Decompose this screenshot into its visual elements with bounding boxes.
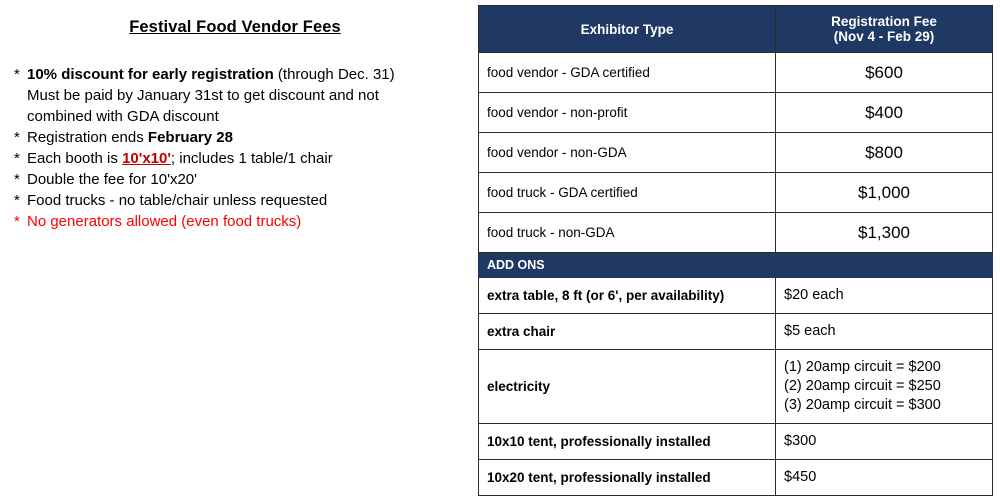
column-header-registration-fee (776, 6, 993, 53)
note-text: No generators allowed (even food trucks) (27, 213, 302, 230)
addon-row (479, 460, 993, 496)
addon-value-line: $5 each (784, 323, 836, 339)
note-text: 10% discount for early registration (27, 66, 274, 83)
note-bullet: * (14, 66, 20, 83)
note-line (14, 149, 456, 169)
addon-value-cell (776, 460, 993, 496)
note-line (14, 86, 456, 106)
table-head (479, 6, 993, 53)
note-bullet: * (14, 129, 20, 146)
note-line (14, 128, 456, 148)
note-line (14, 65, 456, 85)
registration-fee-cell: $400 (776, 93, 993, 133)
addon-value-line: (1) 20amp circuit = $200 (784, 359, 941, 375)
exhibitor-type-cell: food truck - non-GDA (479, 213, 776, 253)
note-bullet: * (14, 213, 20, 230)
note-line (14, 170, 456, 190)
registration-fee-dates: (Nov 4 - Feb 29) (833, 29, 935, 44)
addon-value-line: $20 each (784, 287, 844, 303)
table-row (479, 173, 993, 213)
addon-value-cell (776, 424, 993, 460)
note-text: Registration ends (27, 129, 148, 146)
table-body (479, 53, 993, 496)
addon-value-line: (3) 20amp circuit = $300 (784, 397, 941, 413)
table-row (479, 93, 993, 133)
addons-section-header-row (479, 253, 993, 278)
addon-value-line: (2) 20amp circuit = $250 (784, 378, 941, 394)
registration-fee-cell: $1,300 (776, 213, 993, 253)
note-text: 10'x10' (122, 150, 171, 167)
registration-fee-label: Registration Fee (831, 14, 937, 29)
addon-value-line: $300 (784, 433, 817, 449)
addon-value-cell (776, 350, 993, 424)
note-bullet: * (14, 171, 20, 188)
note-text: February 28 (147, 129, 233, 146)
registration-fee-cell: $600 (776, 53, 993, 93)
addons-section-label: ADD ONS (479, 253, 776, 278)
table-row (479, 133, 993, 173)
note-text: ; includes 1 table/1 chair (170, 150, 333, 167)
note-text: (through Dec. 31) (273, 66, 395, 83)
table-row (479, 213, 993, 253)
exhibitor-type-cell: food truck - GDA certified (479, 173, 776, 213)
fees-table (478, 5, 993, 496)
addon-label-cell: extra chair (479, 314, 776, 350)
note-bullet: * (14, 192, 20, 209)
note-text: Each booth is (27, 150, 123, 167)
addon-label-cell: extra table, 8 ft (or 6', per availability) (479, 278, 776, 314)
addon-row (479, 424, 993, 460)
note-line (14, 212, 456, 232)
note-line (14, 191, 456, 211)
registration-fee-cell: $800 (776, 133, 993, 173)
addon-row (479, 278, 993, 314)
note-bullet: * (14, 150, 20, 167)
note-text: combined with GDA discount (27, 108, 219, 125)
notes-list (14, 65, 456, 232)
addon-row (479, 314, 993, 350)
addon-value-cell (776, 278, 993, 314)
table-row (479, 53, 993, 93)
exhibitor-type-cell: food vendor - non-profit (479, 93, 776, 133)
addons-section-empty-cell (776, 253, 993, 278)
note-text: Must be paid by January 31st to get discount and not (27, 87, 379, 104)
exhibitor-type-cell: food vendor - non-GDA (479, 133, 776, 173)
exhibitor-type-cell: food vendor - GDA certified (479, 53, 776, 93)
note-text: Food trucks - no table/chair unless requested (27, 192, 328, 209)
page-title: Festival Food Vendor Fees (129, 18, 341, 36)
addon-label-cell: 10x10 tent, professionally installed (479, 424, 776, 460)
addon-label-cell: 10x20 tent, professionally installed (479, 460, 776, 496)
addon-row (479, 350, 993, 424)
addon-value-cell (776, 314, 993, 350)
note-line (14, 107, 456, 127)
table-header-row (479, 6, 993, 53)
notes-panel (0, 0, 470, 471)
column-header-exhibitor-type: Exhibitor Type (479, 6, 776, 53)
addon-value-line: $450 (784, 469, 817, 485)
note-text: Double the fee for 10'x20' (27, 171, 198, 188)
registration-fee-cell: $1,000 (776, 173, 993, 213)
fees-table-wrapper (478, 5, 992, 496)
addon-label-cell: electricity (479, 350, 776, 424)
